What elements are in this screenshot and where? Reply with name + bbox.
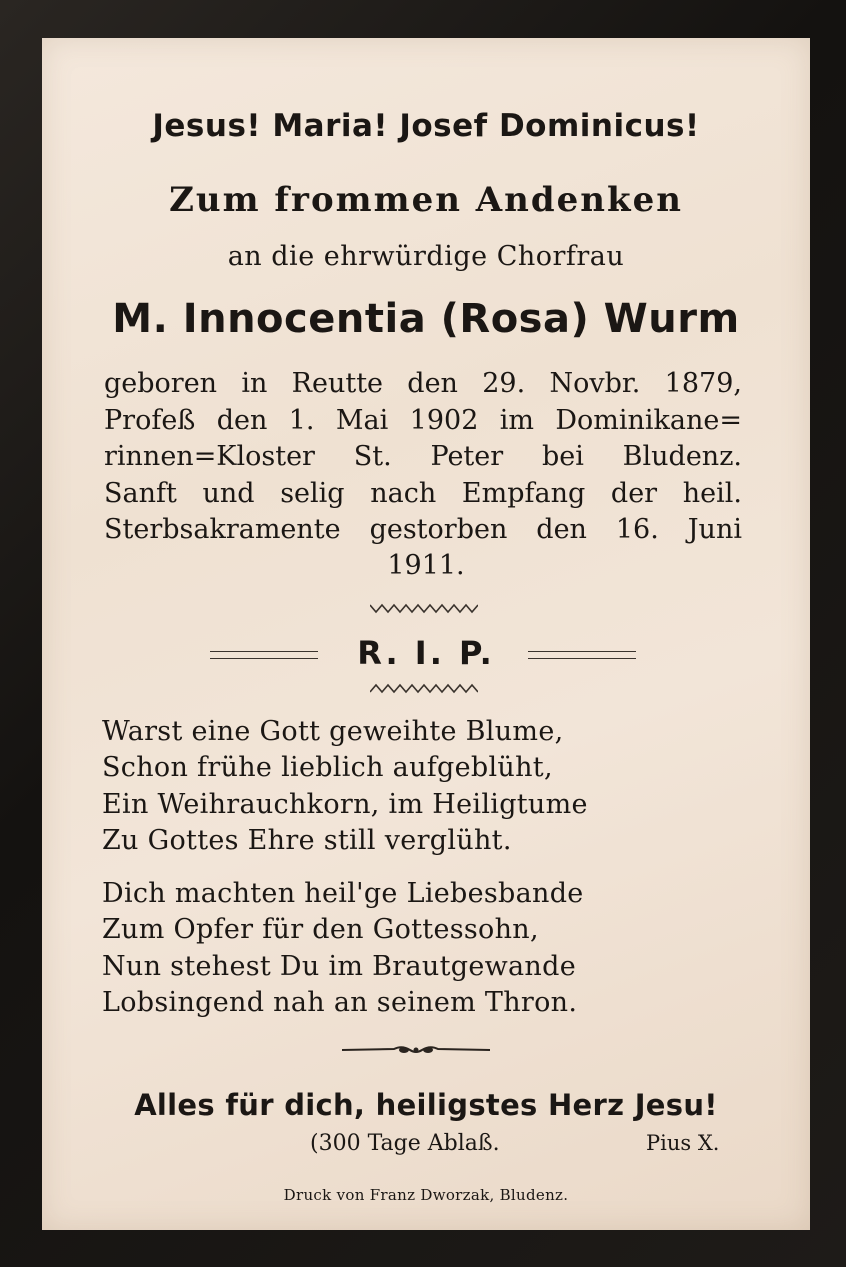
bio-word: in <box>241 368 268 399</box>
bio-line-5 <box>104 514 742 545</box>
bio-word: Novbr. <box>549 368 641 399</box>
bio-word: 1. <box>288 405 315 436</box>
bio-word: gestorben <box>369 514 508 545</box>
bio-line-1 <box>104 368 742 399</box>
bio-word: den <box>216 405 268 436</box>
bio-word: Sterbsakramente <box>104 514 341 545</box>
invocation-heading: Jesus! Maria! Josef Dominicus! <box>152 108 700 144</box>
bio-word: Juni <box>687 514 742 545</box>
rip-text: R. I. P. <box>357 634 495 672</box>
bio-line-2 <box>104 405 742 436</box>
memorial-heading: Zum frommen Andenken <box>169 180 683 220</box>
verse-line: Schon frühe lieblich aufgeblüht, <box>102 752 553 783</box>
printer-imprint: Druck von Franz Dworzak, Bludenz. <box>283 1186 569 1204</box>
bio-word: 16. <box>615 514 659 545</box>
bio-word: Bludenz. <box>622 441 742 472</box>
verse-line: Ein Weihrauchkorn, im Heiligtume <box>102 789 588 820</box>
bio-word: 29. <box>482 368 526 399</box>
verse-line: Zum Opfer für den Gottessohn, <box>102 914 539 945</box>
bio-word: den <box>536 514 587 545</box>
verse-line: Dich machten heil'ge Liebesbande <box>102 878 584 909</box>
deceased-name: M. Innocentia (Rosa) Wurm <box>112 296 740 342</box>
bio-word: Reutte <box>291 368 384 399</box>
dedication-line: an die ehrwürdige Chorfrau <box>227 241 625 272</box>
memorial-card <box>42 38 810 1230</box>
bio-word: bei <box>541 441 584 472</box>
bio-year: 1911. <box>387 550 465 581</box>
bio-word: Empfang <box>461 478 586 509</box>
bio-word: 1902 <box>409 405 479 436</box>
pope-attribution: Pius X. <box>646 1131 720 1155</box>
bio-word: Profeß <box>104 405 196 436</box>
double-rule-right <box>528 651 636 659</box>
bio-word: und <box>202 478 255 509</box>
bio-word: Mai <box>335 405 389 436</box>
bio-word: nach <box>370 478 437 509</box>
flourish-divider-icon <box>342 1042 490 1058</box>
indulgence-note: (300 Tage Ablaß. <box>310 1131 500 1156</box>
rip-row <box>42 634 810 674</box>
verse-line: Zu Gottes Ehre still verglüht. <box>102 825 512 856</box>
verse-line: Warst eine Gott geweihte Blume, <box>102 716 564 747</box>
bio-word: der <box>610 478 658 509</box>
bio-line-4 <box>104 478 742 509</box>
wave-ornament-icon <box>370 681 478 695</box>
bio-word: im <box>499 405 534 436</box>
wave-ornament-icon <box>370 601 478 615</box>
verse-line: Nun stehest Du im Brautgewande <box>102 951 576 982</box>
bio-word: heil. <box>682 478 742 509</box>
bio-word: Dominikane= <box>555 405 742 436</box>
bio-word: Sanft <box>104 478 177 509</box>
bio-word: St. <box>353 441 392 472</box>
bio-word: geboren <box>104 368 218 399</box>
closing-prayer: Alles für dich, heiligstes Herz Jesu! <box>134 1088 718 1122</box>
bio-word: selig <box>280 478 345 509</box>
bio-word: den <box>407 368 458 399</box>
bio-line-3 <box>104 441 742 472</box>
verse-line: Lobsingend nah an seinem Thron. <box>102 987 578 1018</box>
bio-word: Peter <box>430 441 504 472</box>
bio-word: 1879, <box>664 368 742 399</box>
bio-word: rinnen=Kloster <box>104 441 315 472</box>
